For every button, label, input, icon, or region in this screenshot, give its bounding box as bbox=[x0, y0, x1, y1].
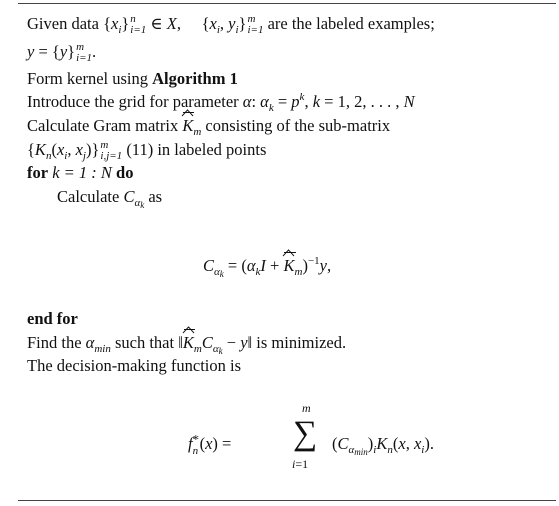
algorithm-line-y-def: y = {y} m i=1 . bbox=[27, 41, 97, 65]
algorithm-line-form-kernel bbox=[27, 69, 238, 89]
do-keyword: do bbox=[116, 163, 134, 182]
top-rule bbox=[18, 3, 556, 4]
algorithm-line-gram: Calculate Gram matrix K $_m$ consisting of the sub-matrix bbox=[27, 116, 390, 136]
decision-function-text: The decision-making function is bbox=[27, 356, 241, 375]
such-that-text: such that bbox=[114, 333, 175, 352]
given-data-text: Given data bbox=[27, 14, 99, 33]
equation-c-alpha: $C_{\alpha_k} = (\alpha_kI + K$ $_m$)$^{-1}$y, bbox=[203, 256, 331, 276]
calculate-as-text: as bbox=[148, 187, 163, 206]
algorithm-line-submatrix: {$K_n(x_i$, $x_j$)} m i,j=1 (11) in labeled points bbox=[27, 139, 267, 163]
sub-matrix-text: consisting of the sub-matrix bbox=[205, 116, 391, 135]
minimized-text: is minimized. bbox=[256, 333, 347, 352]
labeled-examples-text: are the labeled examples; bbox=[267, 14, 435, 33]
algorithm-line-given-data: Given data $\{x_i\}$ n i=1 ∈ X, {$x_i$, $y_i$} m i=1 are the labeled examples; bbox=[27, 13, 435, 37]
grid-text: Introduce the grid for parameter bbox=[27, 92, 239, 111]
for-keyword: for bbox=[27, 163, 49, 182]
algorithm-line-end-for bbox=[27, 309, 78, 329]
form-kernel-text: Form kernel using bbox=[27, 69, 148, 88]
find-text: Find the bbox=[27, 333, 82, 352]
algorithm-line-find: Find the $\alpha_{min}$ such that ‖K $_mC_{\alpha_k}$ − y‖ is minimized. bbox=[27, 333, 346, 353]
labeled-points-text: (11) in labeled points bbox=[126, 140, 267, 159]
algorithm-line-grid: Introduce the grid for parameter α: $\alpha_k = p^k$, k = 1, 2, . . . , N bbox=[27, 91, 415, 114]
algorithm-line-for bbox=[27, 163, 133, 183]
gram-matrix-text: Calculate Gram matrix bbox=[27, 116, 179, 135]
algorithm-reference: Algorithm 1 bbox=[152, 69, 238, 88]
for-range: k = 1 : N bbox=[52, 163, 112, 182]
calculate-text: Calculate bbox=[57, 187, 120, 206]
algorithm-line-calculate: Calculate $C_{\alpha_k}$ as bbox=[57, 187, 163, 210]
algorithm-line-decision bbox=[27, 356, 241, 376]
bottom-rule bbox=[18, 500, 556, 501]
end-for-keyword: end for bbox=[27, 309, 78, 328]
